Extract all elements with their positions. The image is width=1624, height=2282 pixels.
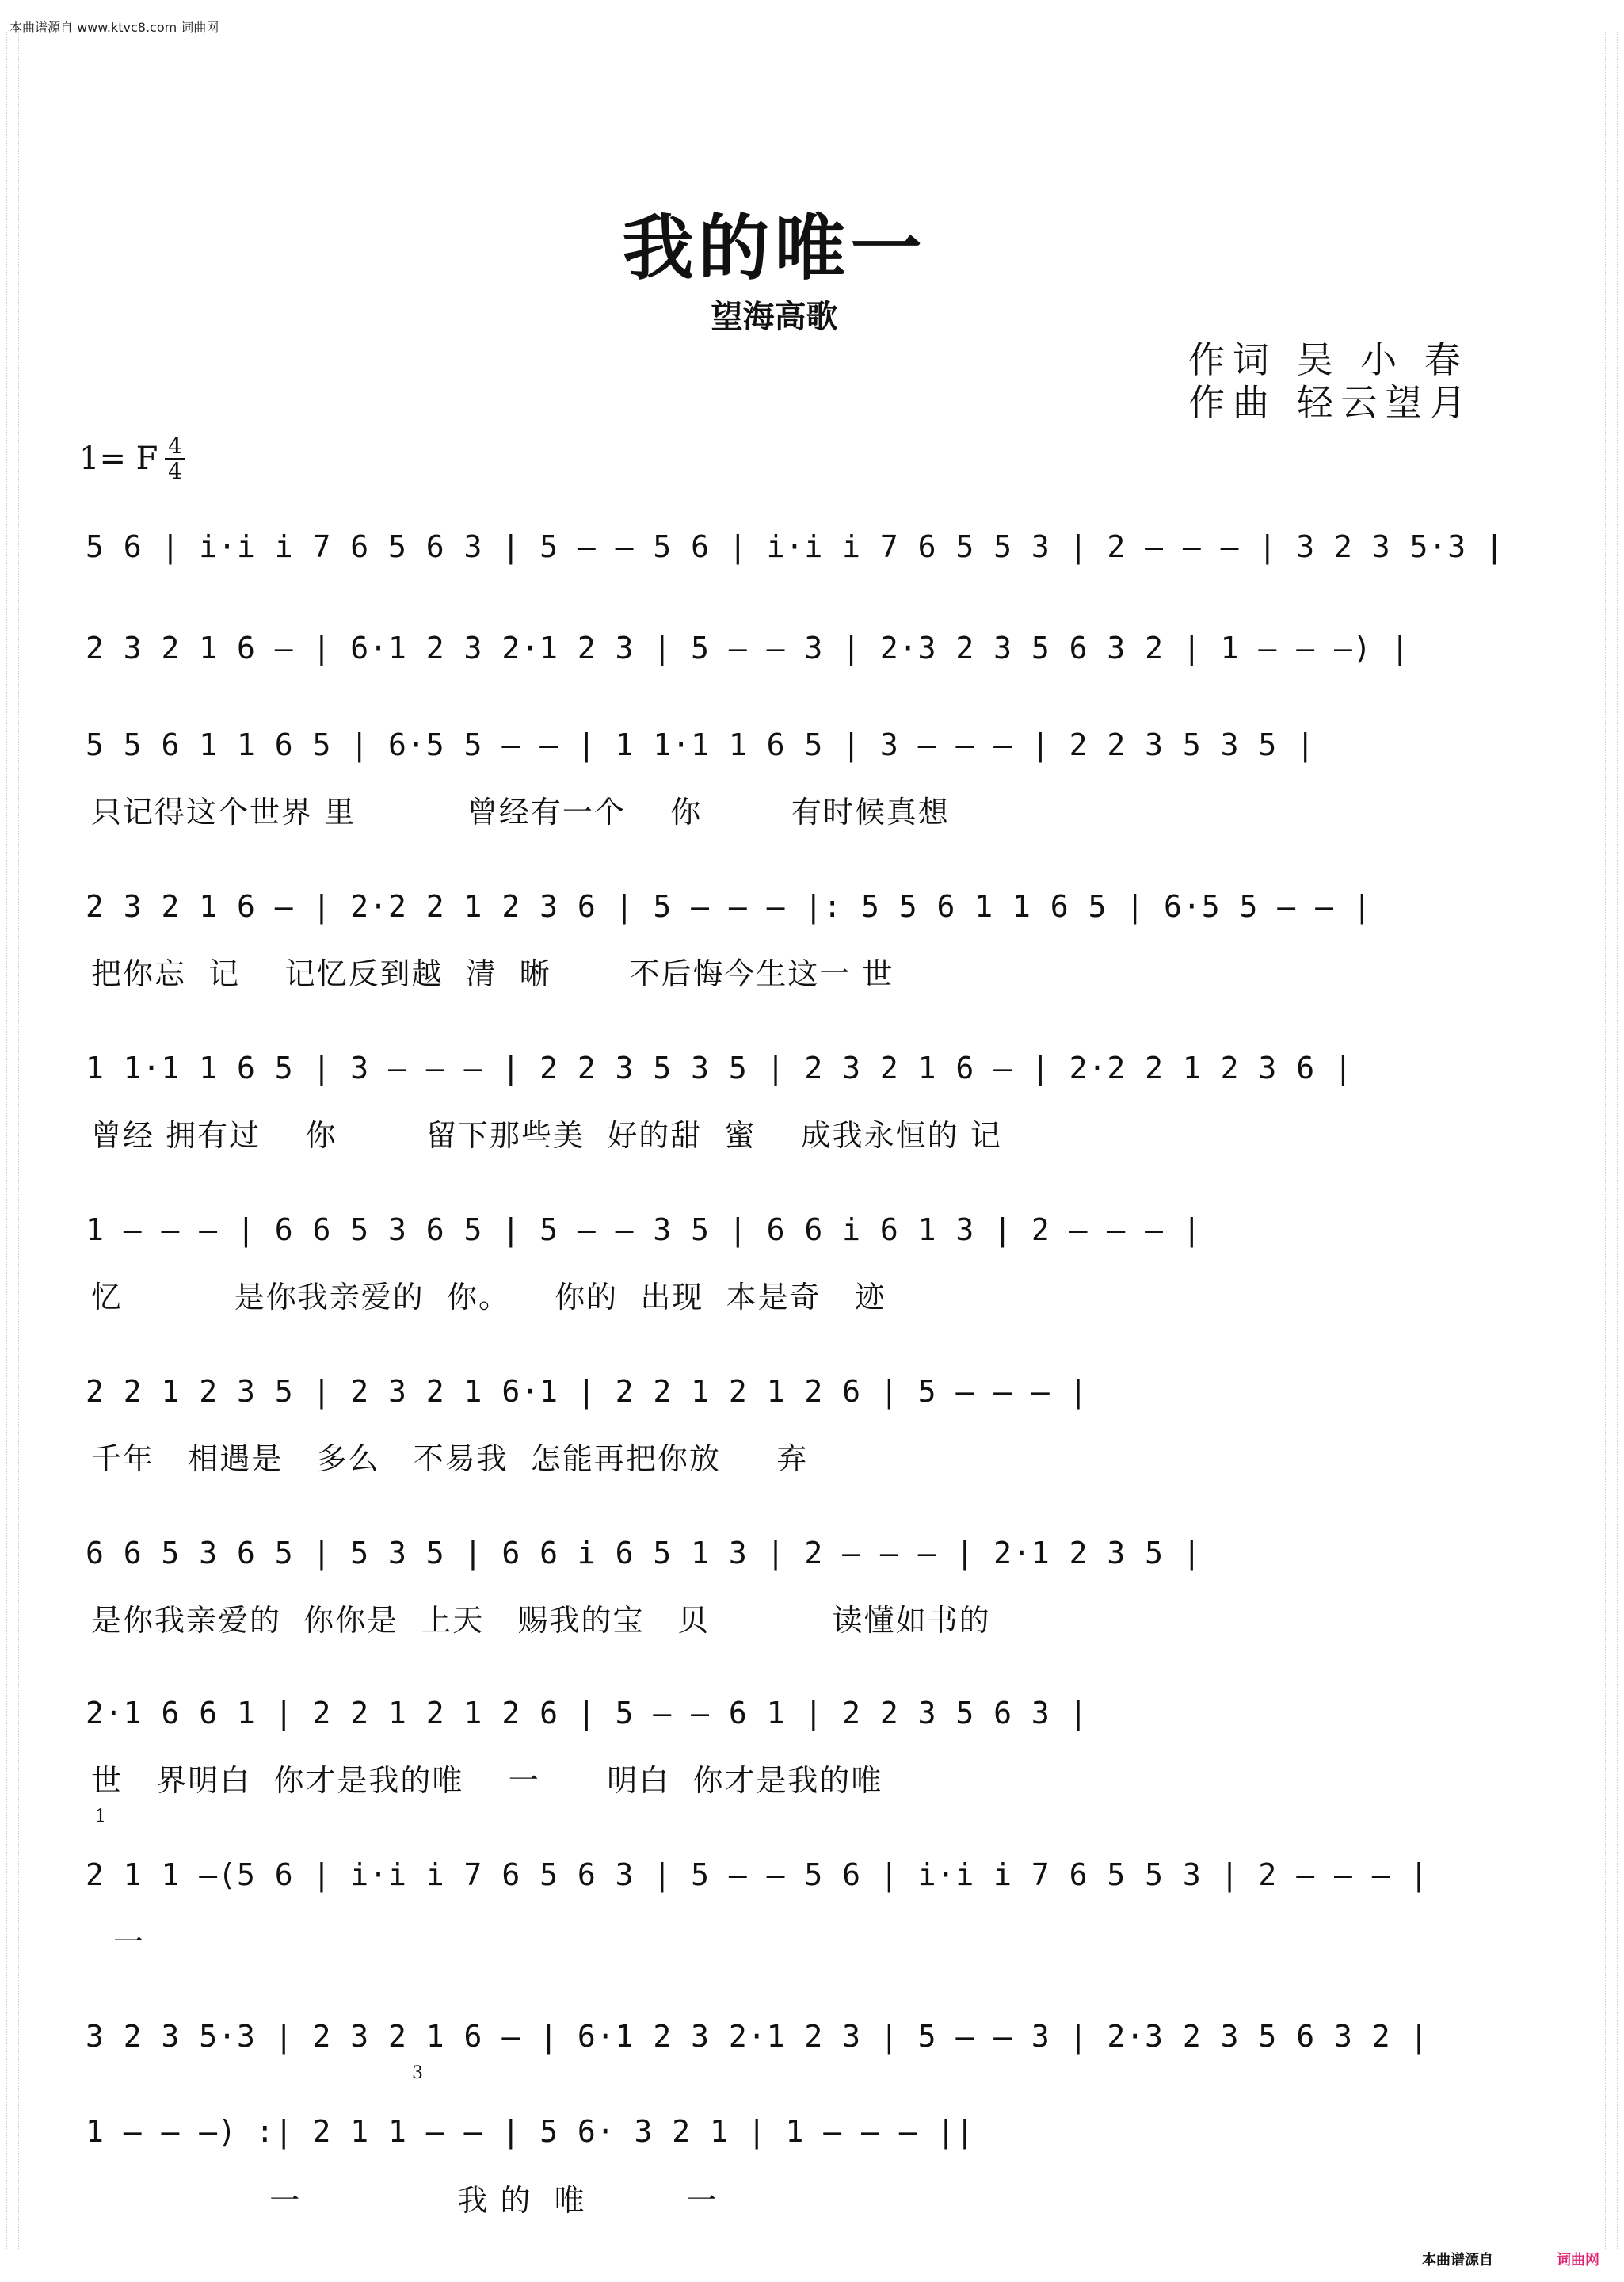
- song-subtitle: 望海高歌: [711, 299, 838, 335]
- notation-line: 2 1 1 —(5 6 | i·i i 7 6 5 6 3 | 5 — — 5 6 | i·i i 7 6 5 5 3 | 2 — — — |: [86, 1857, 1429, 1892]
- right-margin-strip: [1605, 32, 1618, 2250]
- lyric-line: 一 我 的 唯 一: [91, 2183, 719, 2218]
- left-margin-strip: [6, 32, 19, 2250]
- lyric-line: 千年 相遇是 多么 不易我 怎能再把你放 弃: [91, 1441, 809, 1476]
- notation-line: 2 3 2 1 6 — | 6·1 2 3 2·1 2 3 | 5 — — 3 | 2·3 2 3 5 6 3 2 | 1 — — —) |: [86, 631, 1410, 666]
- composer-credit: 作曲 轻云望月: [1188, 381, 1474, 424]
- lyric-line: 是你我亲爱的 你你是 上天 赐我的宝 贝 读懂如书的: [91, 1603, 991, 1638]
- notation-line: 5 5 6 1 1 6 5 | 6·5 5 — — | 1 1·1 1 6 5 | 3 — — — | 2 2 3 5 3 5 |: [86, 727, 1316, 762]
- notation-line: 2·1 6 6 1 | 2 2 1 2 1 2 6 | 5 — — 6 1 | 2 2 3 5 6 3 |: [86, 1696, 1088, 1731]
- lyric-line: 只记得这个世界 里 曾经有一个 你 有时候真想: [91, 795, 950, 830]
- notation-line: 6 6 5 3 6 5 | 5 3 5 | 6 6 i 6 5 1 3 | 2 — — — | 2·1 2 3 5 |: [86, 1536, 1202, 1570]
- lyric-line: 一: [91, 1925, 146, 1960]
- lyric-line: 曾经 拥有过 你 留下那些美 好的甜 蜜 成我永恒的 记: [91, 1118, 1002, 1153]
- notation-line: 1 — — —) :| 2 1 1 — — | 5 6· 3 2 1 | 1 — — — ||: [86, 2114, 975, 2149]
- volta-1-label: 1: [95, 1807, 106, 1826]
- notation-line: 5 6 | i·i i 7 6 5 6 3 | 5 — — 5 6 | i·i i 7 6 5 5 3 | 2 — — — | 3 2 3 5·3 |: [86, 529, 1504, 564]
- footer-source-label: 本曲谱源自: [1422, 2252, 1493, 2269]
- notation-line: 1 1·1 1 6 5 | 3 — — — | 2 2 3 5 3 5 | 2 3 2 1 6 — | 2·2 2 1 2 3 6 |: [86, 1051, 1353, 1086]
- key-signature: 1= F: [79, 441, 158, 477]
- time-signature: [165, 434, 185, 483]
- meter-bottom: 4: [168, 458, 182, 484]
- song-title: 我的唯一: [622, 206, 927, 290]
- lyricist-credit: 作词 吴 小 春: [1188, 338, 1469, 381]
- source-header: 本曲谱源自 www.ktvc8.com 词曲网: [10, 20, 219, 35]
- notation-line: 2 2 1 2 3 5 | 2 3 2 1 6·1 | 2 2 1 2 1 2 6 | 5 — — — |: [86, 1374, 1088, 1409]
- lyric-line: 世 界明白 你才是我的唯 一 明白 你才是我的唯: [91, 1763, 883, 1798]
- notation-line: 2 3 2 1 6 — | 2·2 2 1 2 3 6 | 5 — — — |: 5 5 6 1 1 6 5 | 6·5 5 — — |: [86, 889, 1372, 924]
- lyric-line: 忆 是你我亲爱的 你。 你的 出现 本是奇 迹: [91, 1280, 886, 1315]
- notation-line: 1 — — — | 6 6 5 3 6 5 | 5 — — 3 5 | 6 6 i 6 1 3 | 2 — — — |: [86, 1212, 1202, 1247]
- footer-site-label: 词曲网: [1557, 2252, 1599, 2269]
- meter-top: 4: [168, 433, 182, 459]
- notation-line: 3 2 3 5·3 | 2 3 2 1 6 — | 6·1 2 3 2·1 2 3 | 5 — — 3 | 2·3 2 3 5 6 3 2 |: [86, 2019, 1429, 2054]
- volta-3-label: 3: [412, 2063, 423, 2083]
- lyric-line: 把你忘 记 记忆反到越 清 晰 不后悔今生这一 世: [91, 956, 894, 991]
